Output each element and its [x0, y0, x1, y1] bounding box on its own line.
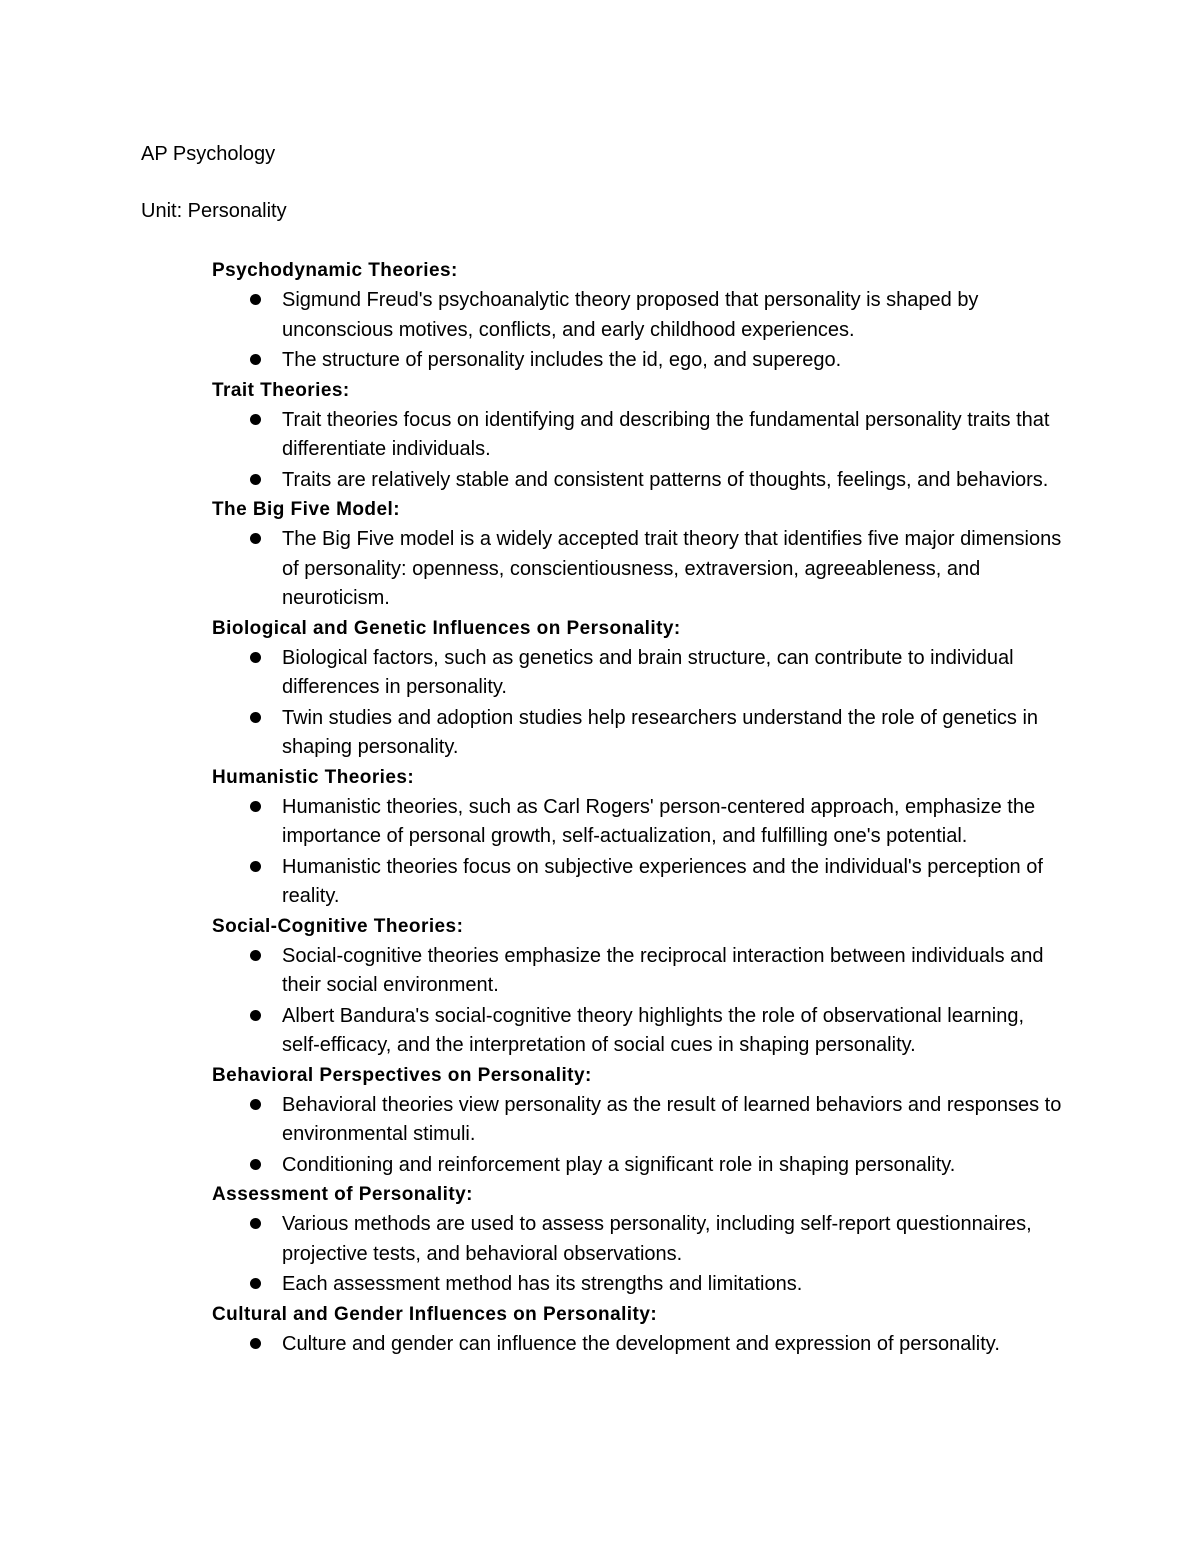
bullet-dot-icon — [250, 1010, 261, 1021]
bullet-text: Culture and gender can influence the development and expression of personality. — [282, 1332, 1000, 1355]
notes-section — [212, 1300, 1112, 1360]
bullet-item — [212, 1330, 1062, 1360]
notes-section — [212, 763, 1112, 912]
bullet-text: Social-cognitive theories emphasize the reciprocal interaction between individuals and their social environment. — [282, 944, 1044, 996]
bullet-text: Sigmund Freud's psychoanalytic theory proposed that personality is shaped by unconscious motives, conflicts, and early childhood experiences. — [282, 289, 979, 341]
bullet-text: Biological factors, such as genetics and brain structure, can contribute to individual differences in personality. — [282, 646, 1014, 698]
bullet-dot-icon — [250, 1099, 261, 1110]
notes-section — [212, 614, 1112, 763]
section-heading: Cultural and Gender Influences on Personality: — [212, 1303, 658, 1325]
bullet-list — [212, 1210, 1112, 1300]
section-heading: Humanistic Theories: — [212, 766, 415, 788]
notes-section — [212, 495, 1112, 614]
bullet-text: Various methods are used to assess personality, including self-report questionnaires, projective tests, and behavioral observations. — [282, 1213, 1032, 1265]
bullet-item — [212, 525, 1062, 614]
section-heading: Trait Theories: — [212, 379, 350, 401]
notes-section — [212, 256, 1112, 376]
bullet-list — [212, 942, 1112, 1061]
bullet-item — [212, 793, 1062, 852]
bullet-dot-icon — [250, 294, 261, 305]
section-heading: Biological and Genetic Influences on Personality: — [212, 617, 681, 639]
bullet-text: Each assessment method has its strengths and limitations. — [282, 1273, 803, 1295]
bullet-item — [212, 1270, 1062, 1300]
bullet-text: Trait theories focus on identifying and describing the fundamental personality traits that differentiate individuals. — [282, 408, 1050, 460]
bullet-item — [212, 644, 1062, 703]
bullet-dot-icon — [250, 801, 261, 812]
bullet-text: Twin studies and adoption studies help researchers understand the role of genetics in shaping personality. — [282, 706, 1039, 758]
bullet-dot-icon — [250, 861, 261, 872]
bullet-list — [212, 406, 1112, 496]
bullet-item — [212, 704, 1062, 763]
bullet-item — [212, 1091, 1062, 1150]
bullet-text: Behavioral theories view personality as the result of learned behaviors and responses to environmental stimuli. — [282, 1093, 1062, 1145]
bullet-text: The Big Five model is a widely accepted trait theory that identifies five major dimensions of personality: openness, conscientiousness, extraversion, agreeableness, and neuroticism. — [282, 528, 1062, 609]
bullet-item — [212, 1002, 1062, 1061]
section-heading: Psychodynamic Theories: — [212, 260, 458, 281]
notes-section — [212, 1061, 1112, 1181]
bullet-list — [212, 1091, 1112, 1181]
notes-section — [212, 912, 1112, 1061]
bullet-dot-icon — [250, 1218, 261, 1229]
bullet-text: Humanistic theories focus on subjective experiences and the individual's perception of reality. — [282, 855, 1043, 907]
notes-section — [212, 1180, 1112, 1300]
bullet-item — [212, 942, 1062, 1001]
course-title: AP Psychology — [141, 143, 276, 165]
bullet-dot-icon — [250, 652, 261, 663]
bullet-item — [212, 1151, 1062, 1181]
notes-section — [212, 376, 1112, 496]
notes-sections — [212, 256, 1112, 1359]
bullet-item — [212, 853, 1062, 912]
bullet-dot-icon — [250, 1278, 261, 1289]
bullet-dot-icon — [250, 533, 261, 544]
bullet-dot-icon — [250, 1159, 261, 1170]
bullet-text: Conditioning and reinforcement play a significant role in shaping personality. — [282, 1153, 956, 1176]
bullet-text: Traits are relatively stable and consistent patterns of thoughts, feelings, and behaviors. — [282, 468, 1049, 491]
bullet-list — [212, 644, 1112, 763]
bullet-text: Humanistic theories, such as Carl Rogers' person-centered approach, emphasize the importance of personal growth, self-actualization, and fulfilling one's potential. — [282, 795, 1036, 847]
bullet-dot-icon — [250, 354, 261, 365]
bullet-dot-icon — [250, 474, 261, 485]
bullet-dot-icon — [250, 1338, 261, 1349]
bullet-item — [212, 346, 1062, 376]
bullet-list — [212, 525, 1112, 614]
section-heading: Behavioral Perspectives on Personality: — [212, 1064, 592, 1086]
section-heading: Assessment of Personality: — [212, 1184, 473, 1205]
bullet-item — [212, 406, 1062, 465]
bullet-item — [212, 286, 1062, 345]
bullet-text: Albert Bandura's social-cognitive theory highlights the role of observational learning, self-efficacy, and the interpretation of social cues in shaping personality. — [282, 1004, 1025, 1056]
bullet-text: The structure of personality includes the id, ego, and superego. — [282, 349, 842, 371]
unit-title: Unit: Personality — [141, 200, 287, 222]
bullet-item — [212, 1210, 1062, 1269]
bullet-dot-icon — [250, 712, 261, 723]
bullet-list — [212, 1330, 1112, 1360]
bullet-item — [212, 466, 1062, 496]
bullet-list — [212, 793, 1112, 912]
bullet-list — [212, 286, 1112, 376]
bullet-dot-icon — [250, 414, 261, 425]
section-heading: Social-Cognitive Theories: — [212, 915, 464, 937]
bullet-dot-icon — [250, 950, 261, 961]
section-heading: The Big Five Model: — [212, 499, 401, 520]
